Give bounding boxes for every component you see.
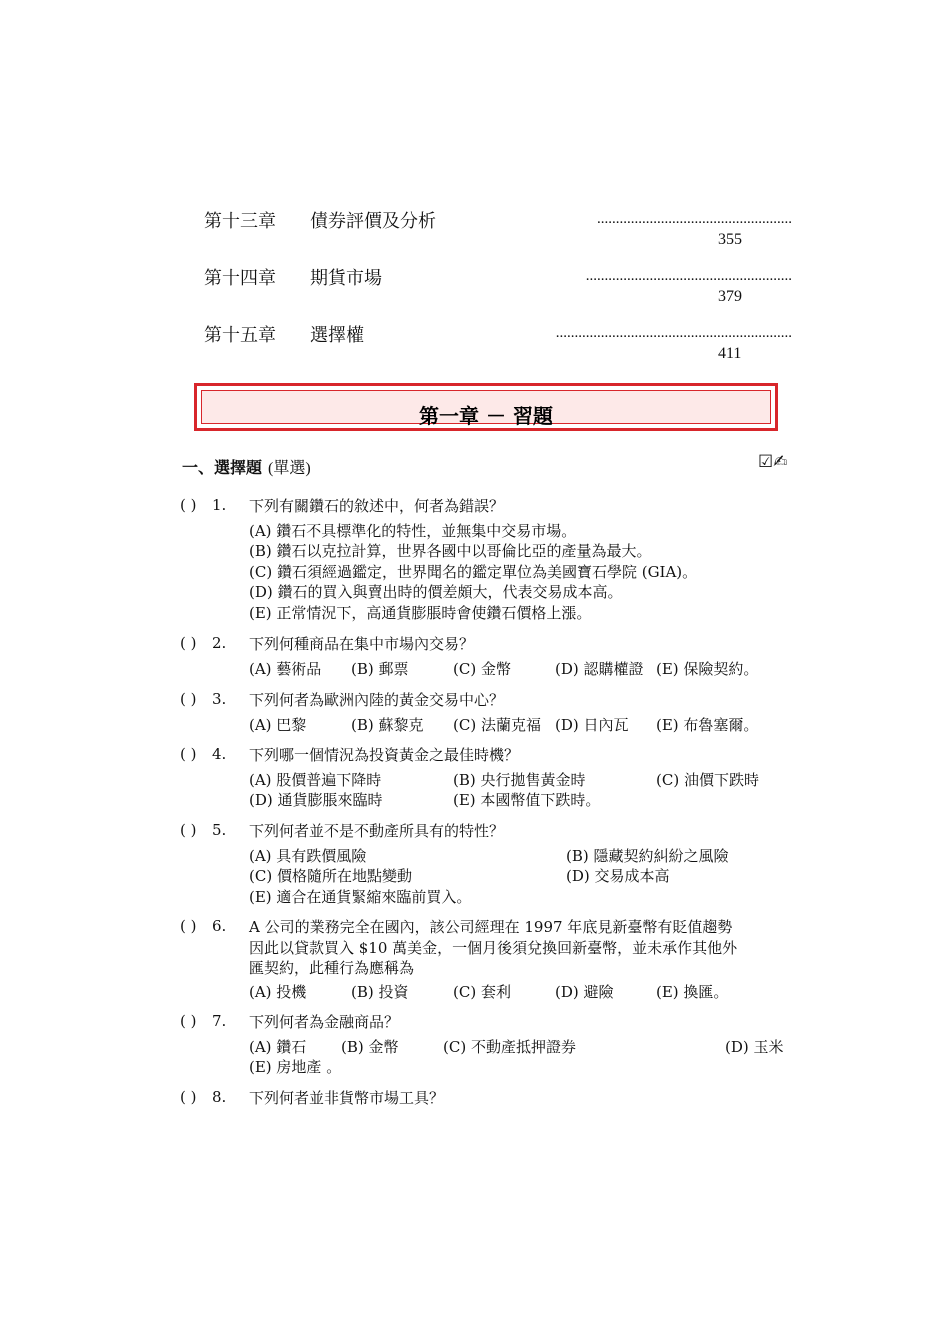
- question-text-line-3: 匯契約，此種行為應稱為: [249, 959, 415, 977]
- option-a: (A) 股價普遍下降時: [249, 771, 382, 789]
- question-number: 2.: [212, 634, 227, 652]
- section-heading: [182, 455, 311, 478]
- option-a: (A) 投機: [249, 983, 307, 1001]
- answer-blank: ( ): [180, 821, 197, 839]
- question-text: 下列有關鑽石的敘述中，何者為錯誤？: [249, 497, 505, 515]
- answer-blank: ( ): [180, 1088, 197, 1106]
- toc-row-14: [0, 264, 950, 324]
- option-c: (C) 油價下跌時: [656, 771, 759, 789]
- option-a: (A) 藝術品: [249, 660, 322, 678]
- question-number: 8.: [212, 1088, 227, 1106]
- option-e: (E) 布魯塞爾。: [656, 716, 759, 734]
- answer-blank: ( ): [180, 917, 197, 935]
- question-number: 1.: [212, 496, 227, 514]
- option-a: (A) 鑽石: [249, 1038, 307, 1056]
- option-c: (C) 金幣: [453, 660, 511, 678]
- toc-chapter: 第十三章: [204, 211, 276, 232]
- answer-blank: ( ): [180, 690, 197, 708]
- chapter-banner: [194, 383, 778, 431]
- answer-blank: ( ): [180, 1012, 197, 1030]
- question-number: 6.: [212, 917, 227, 935]
- option-d: (D) 鑽石的買入與賣出時的價差頗大，代表交易成本高。: [249, 583, 623, 601]
- toc-chapter: 第十四章: [204, 268, 276, 289]
- option-d: (D) 玉米: [725, 1038, 784, 1056]
- option-e: (E) 保險契約。: [656, 660, 759, 678]
- option-b: (B) 投資: [351, 983, 409, 1001]
- answer-blank: ( ): [180, 496, 197, 514]
- toc-page: 379: [718, 288, 742, 305]
- checkbox-pen-icon: ☑✍: [758, 452, 788, 472]
- question-text: 下列何者為歐洲內陸的黃金交易中心？: [249, 691, 505, 709]
- option-b: (B) 郵票: [351, 660, 409, 678]
- question-number: 3.: [212, 690, 227, 708]
- option-a: (A) 鑽石不具標準化的特性，並無集中交易市場。: [249, 522, 577, 540]
- option-c: (C) 套利: [453, 983, 511, 1001]
- option-b: (B) 金幣: [341, 1038, 399, 1056]
- toc-leader-dots: ...............................................................: [555, 325, 792, 341]
- option-c: (C) 法蘭克福: [453, 716, 541, 734]
- question-text: 下列何者並不是不動產所具有的特性？: [249, 822, 505, 840]
- toc-page: 355: [718, 231, 742, 248]
- toc-title: 債券評價及分析: [310, 211, 436, 232]
- chapter-title: 第一章 － 習題: [419, 404, 553, 428]
- section-heading-sub: (單選): [268, 460, 311, 477]
- toc-leader-dots: .......................................................: [585, 268, 792, 284]
- question-text: 下列何種商品在集中市場內交易？: [249, 635, 475, 653]
- option-e: (E) 正常情況下，高通貨膨脹時會使鑽石價格上漲。: [249, 604, 592, 622]
- question-number: 5.: [212, 821, 227, 839]
- toc-row-13: [0, 207, 950, 267]
- question-text-line-1: A 公司的業務完全在國內，該公司經理在 1997 年底見新臺幣有貶值趨勢: [249, 918, 733, 936]
- option-e: (E) 本國幣值下跌時。: [453, 791, 601, 809]
- option-e: (E) 適合在通貨緊縮來臨前買入。: [249, 888, 472, 906]
- option-e: (E) 換匯。: [656, 983, 729, 1001]
- option-d: (D) 通貨膨脹來臨時: [249, 791, 383, 809]
- answer-blank: ( ): [180, 745, 197, 763]
- toc-leader-dots: ....................................................: [597, 211, 792, 227]
- chapter-banner-inner: [201, 390, 771, 428]
- option-d: (D) 避險: [555, 983, 614, 1001]
- option-c: (C) 鑽石須經過鑑定，世界聞名的鑑定單位為美國寶石學院 (GIA)。: [249, 563, 698, 581]
- option-b: (B) 央行拋售黃金時: [453, 771, 586, 789]
- option-d: (D) 日內瓦: [555, 716, 629, 734]
- option-a: (A) 具有跌價風險: [249, 847, 367, 865]
- question-number: 4.: [212, 745, 227, 763]
- question-text: 下列哪一個情況為投資黃金之最佳時機？: [249, 746, 520, 764]
- question-text-line-2: 因此以貸款買入 $10 萬美金，一個月後須兌換回新臺幣，並未承作其他外: [249, 939, 738, 957]
- toc-title: 選擇權: [310, 325, 364, 346]
- question-number: 7.: [212, 1012, 227, 1030]
- option-c: (C) 不動產抵押證券: [443, 1038, 576, 1056]
- option-b: (B) 蘇黎克: [351, 716, 424, 734]
- toc-chapter: 第十五章: [204, 325, 276, 346]
- question-text: 下列何者並非貨幣市場工具？: [249, 1089, 445, 1107]
- option-b: (B) 鑽石以克拉計算，世界各國中以哥倫比亞的產量為最大。: [249, 542, 652, 560]
- option-a: (A) 巴黎: [249, 716, 307, 734]
- option-c: (C) 價格隨所在地點變動: [249, 867, 412, 885]
- toc-page: 411: [718, 345, 742, 362]
- section-heading-main: 一、選擇題: [182, 458, 263, 477]
- answer-blank: ( ): [180, 634, 197, 652]
- toc-title: 期貨市場: [310, 268, 382, 289]
- option-e: (E) 房地產 。: [249, 1058, 342, 1076]
- option-b: (B) 隱藏契約糾紛之風險: [566, 847, 729, 865]
- question-text: 下列何者為金融商品？: [249, 1013, 400, 1031]
- option-d: (D) 認購權證: [555, 660, 644, 678]
- toc-row-15: [0, 321, 950, 381]
- option-d: (D) 交易成本高: [566, 867, 670, 885]
